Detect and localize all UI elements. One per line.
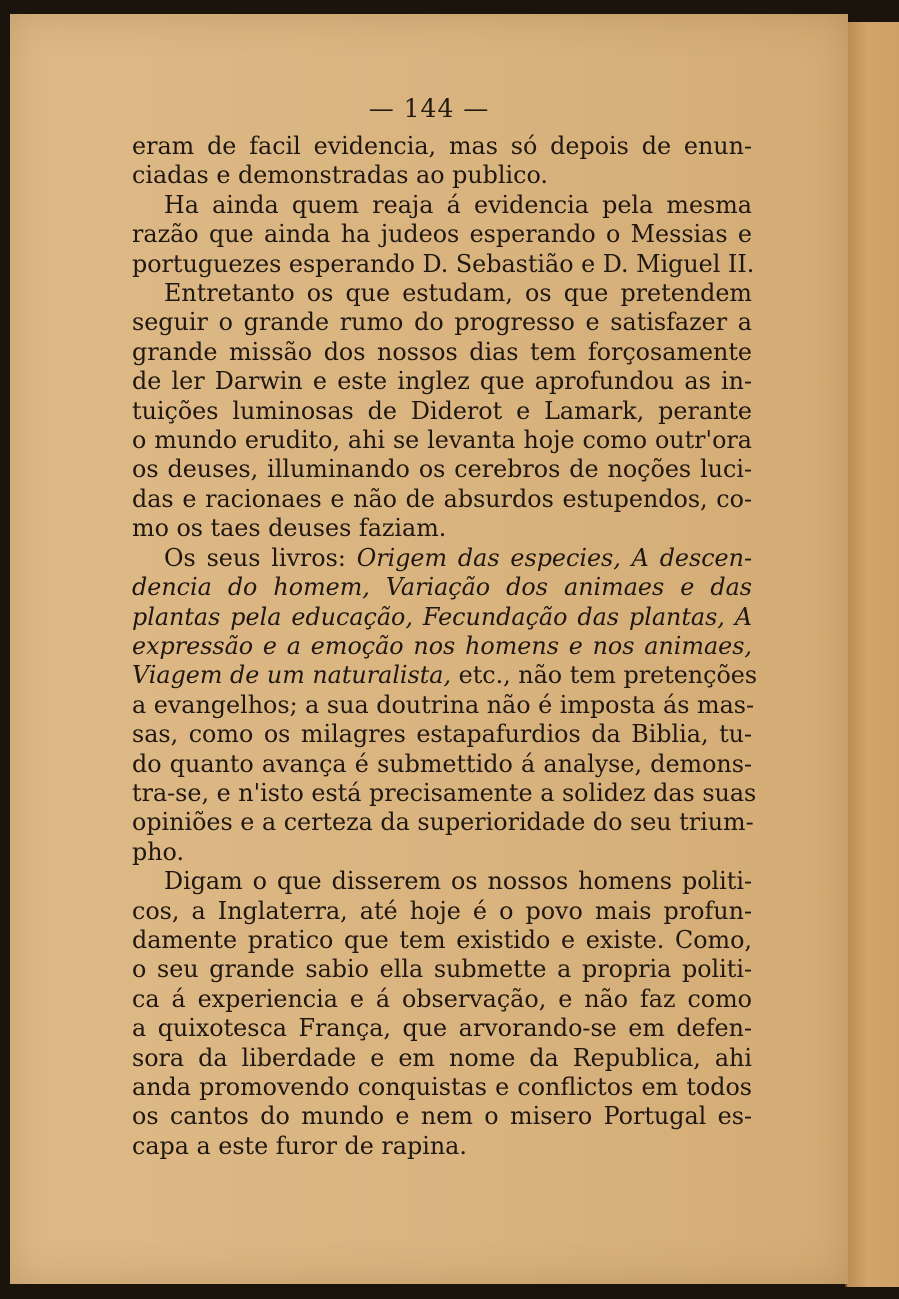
page-number: — 144 —: [368, 94, 490, 123]
text-line: anda promovendo conquistas e conflictos em todos: [132, 1073, 752, 1101]
text-line: grande missão dos nossos dias tem forçosamente: [132, 337, 752, 366]
text-line: expressão e a emoção nos homens e nos animaes,: [132, 631, 752, 660]
text-line: [132, 661, 758, 690]
text-line: sora da liberdade e em nome da Republica, ahi: [132, 1043, 752, 1072]
text-line: a quixotesca França, que arvorando-se em defen-: [132, 1014, 752, 1043]
text-line: de ler Darwin e este inglez que aprofundou as in-: [132, 367, 752, 396]
text-line: ciadas e demonstradas ao publico.: [132, 161, 548, 190]
text-line: os cantos do mundo e nem o misero Portugal es-: [132, 1102, 752, 1131]
text-line: Entretanto os que estudam, os que pretendem: [164, 279, 752, 308]
text-line: Digam o que disserem os nossos homens politi-: [164, 867, 752, 896]
text-line: tra-se, e n'isto está precisamente a solidez das suas: [132, 778, 757, 807]
book-page: [10, 14, 848, 1284]
text-line: pho.: [132, 837, 185, 866]
text-line: dencia do homem, Variação dos animaes e das: [132, 573, 752, 602]
text-line: a evangelhos; a sua doutrina não é imposta ás mas-: [132, 690, 755, 719]
text-line: o seu grande sabio ella submette a propria politi-: [132, 955, 752, 984]
text-line: razão que ainda ha judeos esperando o Messias e: [132, 220, 752, 249]
text-line: das e racionaes e não de absurdos estupendos, co-: [132, 484, 752, 513]
text-line: Ha ainda quem reaja á evidencia pela mesma: [164, 190, 752, 219]
text-line: ca á experiencia e á observação, e não faz como: [132, 984, 752, 1013]
text-line: damente pratico que tem existido e existe. Como,: [132, 925, 752, 954]
text-line: eram de facil evidencia, mas só depois de enun-: [132, 132, 752, 160]
text-line: os deuses, illuminando os cerebros de noções luci-: [132, 455, 752, 484]
text-line: sas, como os milagres estapafurdios da Biblia, tu-: [132, 720, 752, 749]
body-text: [132, 132, 758, 1161]
book-title-run: Viagem de um naturalista,: [132, 661, 452, 690]
book-title-run: Origem das especies, A descen-: [356, 543, 752, 572]
text-line: [132, 544, 752, 573]
text-line: plantas pela educação, Fecundação das plantas, A: [132, 602, 752, 631]
text-line: opiniões e a certeza da superioridade do seu trium-: [132, 808, 754, 837]
text-line: tuições luminosas de Diderot e Lamark, perante: [132, 396, 752, 425]
text-line: capa a este furor de rapina.: [132, 1131, 467, 1160]
text-line: portuguezes esperando D. Sebastião e D. Miguel II.: [132, 249, 755, 278]
text-line: cos, a Inglaterra, até hoje é o povo mais profun-: [132, 896, 752, 925]
text-line: do quanto avança é submettido á analyse, demons-: [132, 749, 752, 778]
text-run: etc., não tem pretenções: [451, 661, 758, 690]
text-line: mo os taes deuses faziam.: [132, 514, 447, 543]
text-line: seguir o grande rumo do progresso e satisfazer a: [132, 308, 752, 337]
text-line: o mundo erudito, ahi se levanta hoje como outr'ora: [132, 426, 752, 455]
facing-page-edge: [845, 22, 899, 1287]
text-run: Os seus livros:: [164, 543, 357, 572]
